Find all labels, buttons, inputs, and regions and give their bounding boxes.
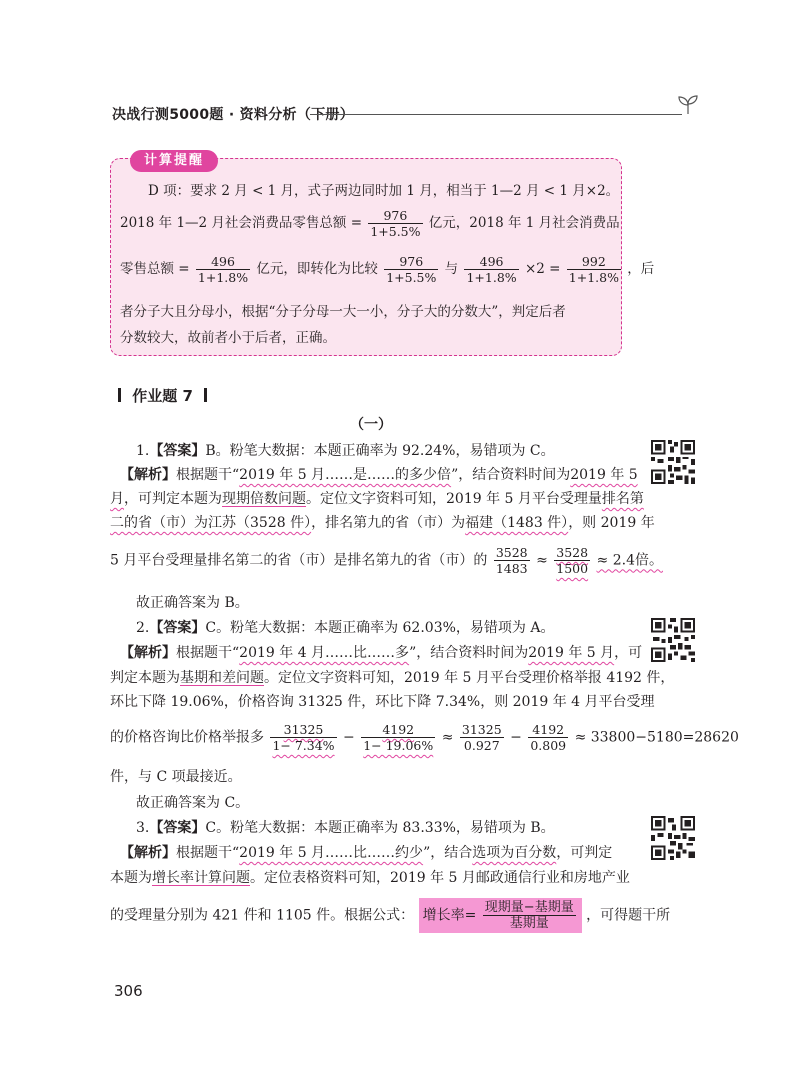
growth-rate-formula: 增长率= $\frac{\text{现期量−基期量}}{\text{基期量}}$	[419, 898, 582, 933]
section-heading: 作业题 7	[118, 385, 207, 406]
fraction: $\frac{992}{1+1.8\%}$	[568, 254, 619, 285]
tip-line-1: D 项：要求 2 月 < 1 月，式子两边同时加 1 月，相当于 1—2 月 < 1 月×2。	[148, 183, 620, 199]
q2-analysis-line-5: 件，与 C 项最接近。	[110, 769, 242, 785]
subsection-heading: （一）	[350, 417, 392, 433]
q1-analysis-line-1: 【解析】根据题干“2019 年 5 月……是……的多少倍”，结合资料时间为2019 年 5	[120, 467, 638, 483]
tip-line-5: 分数较大，故前者小于后者，正确。	[120, 330, 336, 346]
q3-analysis-line-2: 本题为增长率计算问题。定位表格资料可知，2019 年 5 月邮政通信行业和房地产业	[110, 870, 630, 886]
q2-analysis-line-1: 【解析】根据题干“2019 年 4 月……比……多”，结合资料时间为2019 年 5 月，可	[120, 645, 643, 661]
fraction: $\frac{3528}{1500}$	[556, 545, 589, 576]
sprout-icon	[676, 92, 700, 116]
fraction: $\frac{976}{1+5.5\%}$	[370, 208, 421, 239]
bar-mark	[118, 388, 121, 402]
fraction: $\frac{976}{1+5.5\%}$	[386, 254, 437, 285]
fraction: $\frac{\text{现期量−基期量}}{\text{基期量}}$	[484, 900, 574, 931]
fraction: $\frac{4192}{0.809}$	[530, 722, 567, 753]
fraction: $\frac{31325}{0.927}$	[461, 722, 502, 753]
q1-answer: 1.【答案】B。粉笔大数据：本题正确率为 92.24%，易错项为 C。	[136, 443, 555, 459]
q2-analysis-line-4: 的价格咨询比价格举报多 $\frac{31325}{1- 7.34\%}$ − $\frac{4192}{1- 19.06\%}$ ≈ $\frac{31325}{0.927}$ − $\frac{4192}{0.809}$ ≈ 33800−5180=28620	[110, 722, 739, 753]
q3-analysis-line-1: 【解析】根据题干“2019 年 5 月……比……约少”，结合选项为百分数，可判定	[120, 845, 613, 861]
tip-text: 2018 年 1—2 月社会消费品零售总额 =	[120, 215, 363, 231]
qr-code-icon	[651, 440, 695, 484]
q1-conclusion: 故正确答案为 B。	[136, 595, 249, 611]
q1-analysis-line-4: 5 月平台受理量排名第二的省（市）是排名第九的省（市）的 $\frac{3528}{1483}$ ≈ $\frac{3528}{1500}$ ≈ 2.4倍。	[110, 545, 663, 576]
fraction: $\frac{496}{1+1.8\%}$	[466, 254, 517, 285]
running-header: 决战行测5000题 · 资料分析（下册）	[112, 107, 355, 123]
calc-tip-label: 计算提醒	[130, 150, 218, 172]
q2-conclusion: 故正确答案为 C。	[136, 795, 250, 811]
q2-analysis-line-2: 判定本题为基期和差问题。定位文字资料可知，2019 年 5 月平台受理价格举报 4192 件，	[110, 670, 675, 686]
fraction: $\frac{496}{1+1.8\%}$	[197, 254, 249, 285]
q3-analysis-line-3: 的受理量分别为 421 件和 1105 件。根据公式： 增长率= $\frac{\text{现期量−基期量}}{\text{基期量}}$ ，可得题干所	[110, 900, 671, 931]
tip-line-2	[120, 208, 620, 239]
fraction: $\frac{3528}{1483}$	[495, 545, 528, 576]
qr-code-icon	[651, 816, 695, 860]
fraction: $\frac{31325}{1- 7.34\%}$	[272, 722, 335, 753]
tip-line-3: 零售总额 = $\frac{496}{1+1.8\%}$ 亿元，即转化为比较 $\frac{976}{1+5.5\%}$ 与 $\frac{496}{1+1.8\%}$ ×2 = $\frac{992}{1+1.8\%}$ ，后	[120, 254, 655, 285]
q1-analysis-line-2: 月，可判定本题为现期倍数问题。定位文字资料可知，2019 年 5 月平台受理量排名第	[110, 491, 644, 507]
page-number: 306	[114, 982, 143, 1000]
header-rule	[310, 114, 682, 115]
bar-mark	[204, 388, 207, 402]
qr-code-icon	[651, 618, 695, 662]
tip-text: 亿元，2018 年 1 月社会消费品	[428, 215, 620, 231]
q2-analysis-line-3: 环比下降 19.06%，价格咨询 31325 件，环比下降 7.34%，则 2019 年 4 月平台受理	[110, 694, 655, 710]
q3-answer: 3.【答案】C。粉笔大数据：本题正确率为 83.33%，易错项为 B。	[136, 820, 555, 836]
q1-analysis-line-3: 二的省（市）为江苏（3528 件），排名第九的省（市）为福建（1483 件），则 2019 年	[110, 515, 655, 531]
tip-line-4: 者分子大且分母小，根据“分子分母一大一小，分子大的分数大”，判定后者	[120, 304, 566, 320]
q2-answer: 2.【答案】C。粉笔大数据：本题正确率为 62.03%，易错项为 A。	[136, 620, 555, 636]
fraction: $\frac{4192}{1- 19.06\%}$	[363, 722, 434, 753]
